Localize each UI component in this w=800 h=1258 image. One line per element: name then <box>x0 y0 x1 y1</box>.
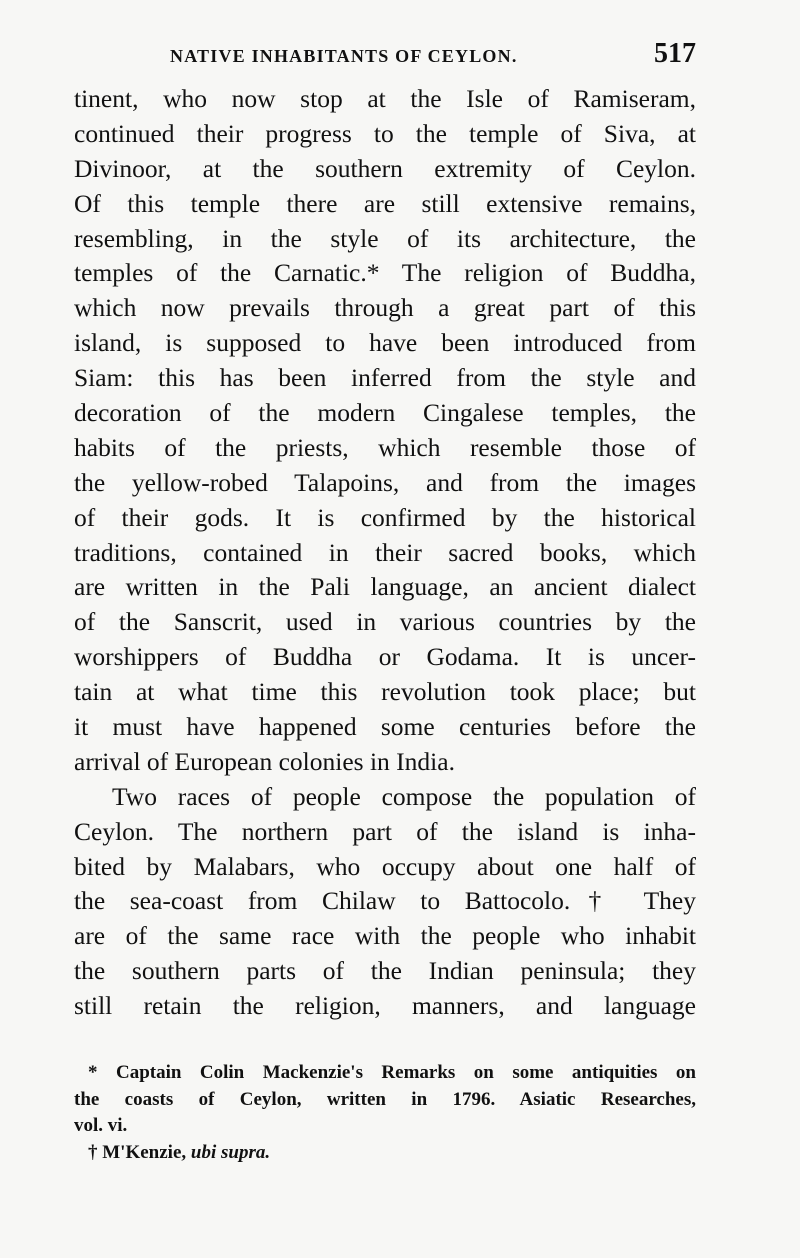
text-line: of their gods. It is confirmed by the historical <box>74 502 696 532</box>
text-line: the sea-coast from Chilaw to Battocolo.† They <box>74 886 696 916</box>
text-line: still retain the religion, manners, and language <box>74 991 696 1021</box>
text-line: worshippers of Buddha or Godama. It is uncer- <box>74 642 696 672</box>
text-line: of the Sanscrit, used in various countries by the <box>74 607 696 637</box>
footnotes <box>74 1060 696 1166</box>
footnote-line <box>74 1140 696 1167</box>
text-line: bited by Malabars, who occupy about one half of <box>74 851 696 881</box>
footnote-line: * Captain Colin Mackenzie's Remarks on some antiquities on <box>88 1062 696 1083</box>
text-line: Of this temple there are still extensive remains, <box>74 188 696 218</box>
text-line: habits of the priests, which resemble those of <box>74 432 696 462</box>
text-line: Siam: this has been inferred from the style and <box>74 363 696 393</box>
text-line: continued their progress to the temple of Siva, at <box>74 118 696 148</box>
text-line: arrival of European colonies in India. <box>74 746 455 776</box>
text-line: the southern parts of the Indian peninsula; they <box>74 956 696 986</box>
text-line: decoration of the modern Cingalese temples, the <box>74 398 696 428</box>
footnote-italic-text: ubi supra. <box>190 1141 271 1163</box>
text-line: are written in the Pali language, an ancient dialect <box>74 572 696 602</box>
text-line: traditions, contained in their sacred books, which <box>74 537 696 567</box>
page-header <box>170 36 700 80</box>
footnote-line: vol. vi. <box>74 1115 128 1136</box>
text-line: it must have happened some centuries before the <box>74 712 696 742</box>
body-text <box>74 82 696 1024</box>
text-line: resembling, in the style of its architecture, the <box>74 223 696 253</box>
running-head: NATIVE INHABITANTS OF CEYLON. <box>170 46 518 66</box>
text-line: are of the same race with the people who inhabit <box>74 921 696 951</box>
page-number: 517 <box>654 38 696 69</box>
text-line: which now prevails through a great part of this <box>74 293 696 323</box>
text-line: Divinoor, at the southern extremity of Ceylon. <box>74 153 696 183</box>
text-line: island, is supposed to have been introduced from <box>74 328 696 358</box>
text-line: temples of the Carnatic.* The religion of Buddha, <box>74 258 696 288</box>
text-line-paragraph-start: Two races of people compose the population of <box>112 781 696 811</box>
text-line: Ceylon. The northern part of the island is inha- <box>74 816 696 846</box>
text-line: tinent, who now stop at the Isle of Ramiseram, <box>74 84 696 113</box>
text-line: tain at what time this revolution took place; but <box>74 677 696 707</box>
text-line: the yellow-robed Talapoins, and from the images <box>74 467 696 497</box>
footnote-text: † M'Kenzie, <box>88 1141 187 1163</box>
footnote-line: the coasts of Ceylon, written in 1796. Asiatic Researches, <box>74 1088 696 1110</box>
